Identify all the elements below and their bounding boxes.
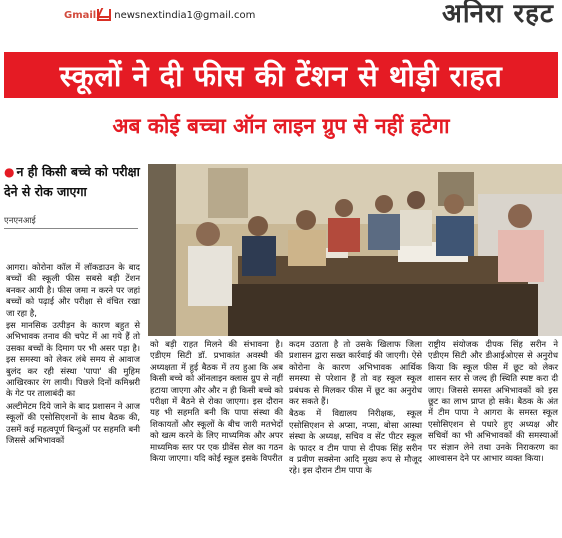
pullquote-text: न ही किसी बच्चे को परीक्षा देने से रोक जाएगा bbox=[4, 164, 140, 199]
gmail-contact bbox=[64, 6, 255, 24]
paragraph-text: बैठक में विद्यालय निरीक्षक, स्कूल एसोसिएशन से अप्सा, नप्सा, बोसा आस्था संस्था के अध्यक्ष, सचिव व सेंट पीटर स्कूल के फादर व टीम पापा से दीपक सिंह सरीन व प्रवीण सक्सेना आदि मुख्य रूप से मौजूद रहे। इस दौरान टीम पापा के bbox=[289, 408, 422, 476]
article-column-4 bbox=[428, 339, 558, 465]
paragraph-text: को बड़ी राहत मिलने की संभावना है। एडीएम सिटी डॉ. प्रभाकांत अवस्थी की अध्यक्षता में हुई बैठक में तय हुआ कि अब किसी बच्चे को ऑनलाइन क्लास ग्रुप से नहीं हटाया जाएगा और और न ही किसी बच्चे को परीक्षा में बैठने से रोका जाएगा। इस दौरान यह भी सहमति बनी कि पापा संस्था की शिकायतों और स्कूलों के बीच जारी मतभेदों को खत्म करने के लिए माध्यमिक और अपर माध्यमिक स्तर पर एक ग्रीवेंस सेल का गठन किया जाएगा। यदि कोई स्कूल इसके विपरीत bbox=[150, 339, 283, 464]
paragraph bbox=[150, 339, 283, 464]
pullquote bbox=[4, 162, 142, 201]
headline: स्कूलों ने दी फीस की टेंशन से थोड़ी राहत bbox=[59, 58, 503, 93]
paragraph-text: आगरा। कोरोना कॉल में लॉकडाउन के बाद बच्चों की स्कूली फीस सबसे बड़ी टेंशन बनकर आयी है। फीस जमा न करने पर जहां बच्चों को पढ़ाई और परीक्षा से वंचित रखा जा रहा है, bbox=[6, 262, 140, 318]
masthead-title: अनिरा रहट bbox=[442, 0, 554, 29]
article-column-3 bbox=[289, 339, 422, 478]
paragraph bbox=[6, 262, 140, 319]
paragraph-text: इस मानसिक उत्पीड़न के कारण बहुत से अभिभावक तनाव की चपेट में आ गये हैं तो उसका बच्चों के दिमाग पर भी असर पड़ा है। इस समस्या को लेकर लंबे समय से आवाज बुलंद कर रही संस्था 'पापा' की मुहिम आखिरकार रंग लायी। पिछले दिनों कमिश्नरी के गेट पर तालाबंदी का bbox=[6, 320, 140, 399]
meeting-photo-illustration bbox=[148, 164, 562, 336]
paragraph bbox=[428, 339, 558, 464]
article-column-2 bbox=[150, 339, 283, 465]
subheadline: अब कोई बच्चा ऑन लाइन ग्रुप से नहीं हटेगा bbox=[112, 114, 450, 138]
divider bbox=[4, 228, 138, 229]
pullquote-box bbox=[4, 162, 142, 229]
gmail-label: Gmail bbox=[64, 9, 97, 21]
paragraph-text: अल्टीमेटम दिये जाने के बाद प्रशासन ने आज स्कूलों की एसोसिएशनों के साथ बैठक की, उसमें कई महत्वपूर्ण बिन्दुओं पर सहमति बनी जिससे अभिभावकों bbox=[6, 400, 141, 446]
article-column-1 bbox=[6, 262, 140, 448]
headline-banner bbox=[4, 52, 558, 98]
contact-email: newsnextindia1@gmail.com bbox=[114, 9, 256, 21]
meeting-photo bbox=[148, 164, 562, 336]
paragraph bbox=[289, 408, 422, 476]
paragraph bbox=[6, 320, 140, 400]
gmail-icon bbox=[97, 9, 111, 21]
paragraph-text: कदम उठाता है तो उसके खिलाफ जिला प्रशासन द्वारा सख्त कार्रवाई की जाएगी। ऐसे कोरोना के कारण अभिभावक आर्थिक समस्या से परेशान हैं तो वह स्कूल स्कूल प्रबंधक से मिलकर फीस में छूट का अनुरोध कर सकते हैं। bbox=[289, 339, 422, 407]
news-agency: एनएनआई bbox=[4, 216, 36, 226]
paragraph bbox=[289, 339, 422, 407]
top-strip bbox=[0, 0, 562, 30]
paragraph-text: राष्ट्रीय संयोजक दीपक सिंह सरीन ने एडीएम सिटी और डीआईओएस से अनुरोध किया कि स्कूल फीस में छूट को लेकर शासन स्तर से जल्द ही स्थिति स्पष्ट करा दी जाए। जिससे समस्त अभिभावकों को इस छूट का लाभ प्राप्त हो सके। बैठक के अंत में टीम पापा ने आगरा के समस्त स्कूल एसोसिएशन से पधारे हुए अध्यक्ष और सचिवों का भी अभिभावकों की समस्याओं पर संज्ञान लेने तथा उनके निराकरण का आश्वासन देने पर आभार व्यक्त किया। bbox=[428, 339, 558, 464]
paragraph bbox=[6, 401, 140, 447]
bullet-icon: ● bbox=[4, 165, 15, 179]
